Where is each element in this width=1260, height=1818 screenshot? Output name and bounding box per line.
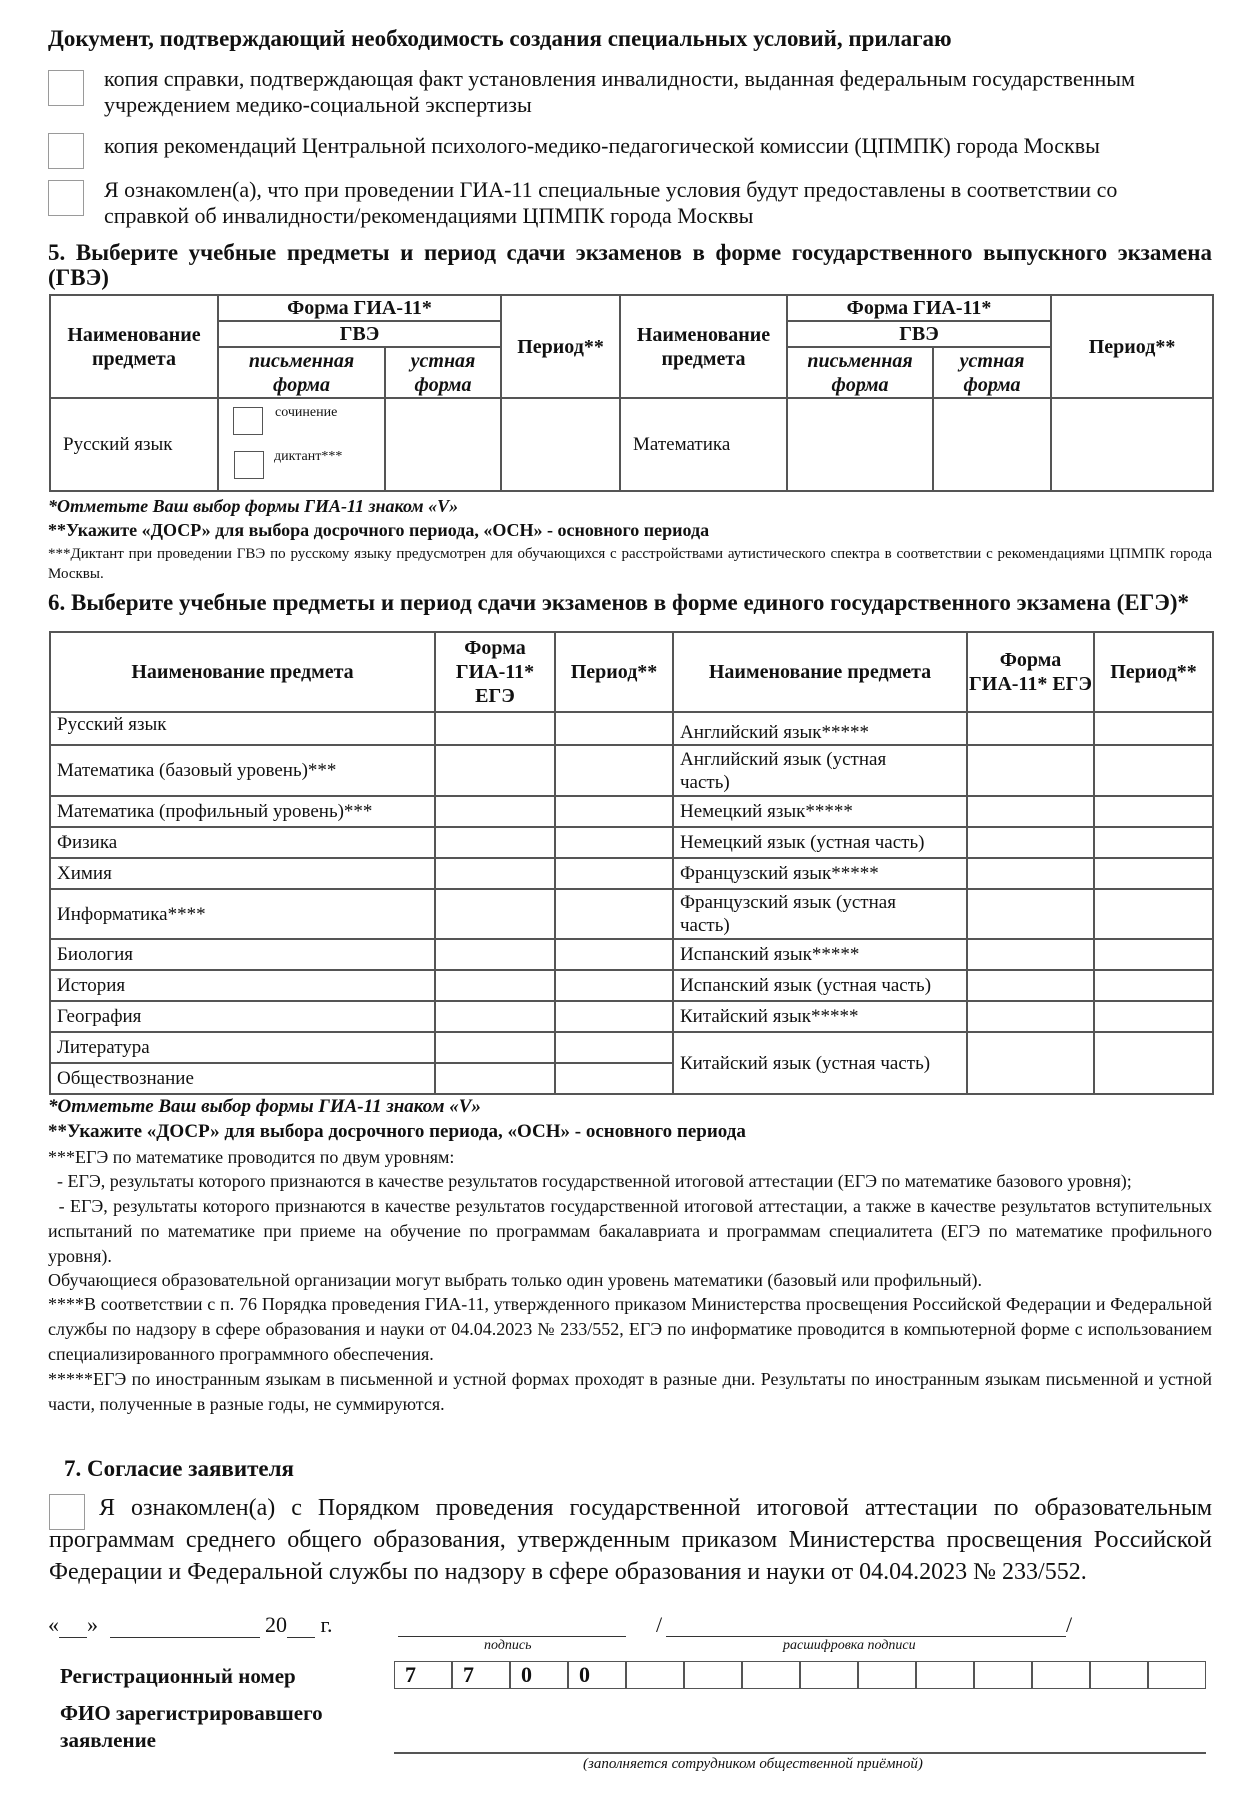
ege-period-cell[interactable]	[555, 745, 673, 796]
fio-registrar-label	[60, 1700, 323, 1754]
registration-digit-cell[interactable]	[684, 1661, 742, 1689]
ege-period-cell[interactable]	[555, 858, 673, 889]
registration-digit-cell[interactable]	[858, 1661, 916, 1689]
registration-digit-cell[interactable]	[1148, 1661, 1206, 1689]
ege-subject-right: Китайский язык (устная часть)	[673, 1032, 967, 1094]
gve-header-period-2: Период**	[1051, 295, 1213, 398]
ege-subject-right: Английский язык*****	[673, 712, 967, 745]
ege-subject-left: Химия	[50, 858, 435, 889]
ege-subject-left: История	[50, 970, 435, 1001]
ege-subject-right: Французский язык*****	[673, 858, 967, 889]
attachment-label-acknowledgement	[104, 177, 1117, 229]
ege-footnote-3	[48, 1146, 1217, 1417]
ege-period-cell[interactable]	[555, 712, 673, 745]
date-day-field[interactable]	[59, 1615, 87, 1638]
registration-digit-cell[interactable]: 0	[568, 1661, 626, 1689]
ege-form-cell[interactable]	[967, 858, 1094, 889]
ege-period-cell[interactable]	[1094, 1001, 1213, 1032]
ege-period-cell[interactable]	[1094, 712, 1213, 745]
signature-decode-field[interactable]	[666, 1614, 1066, 1637]
ege-period-cell[interactable]	[1094, 858, 1213, 889]
ege-form-cell[interactable]	[435, 796, 555, 827]
signature-decode-caption: расшифровка подписи	[783, 1638, 916, 1653]
gve-math-period-cell[interactable]	[1051, 398, 1213, 491]
date-year-field[interactable]	[287, 1615, 315, 1638]
registration-digit-cell[interactable]	[626, 1661, 684, 1689]
attachment-checkbox-acknowledgement[interactable]	[48, 180, 84, 216]
ege-footnote-3-profile: - ЕГЭ, результаты которого признаются в качестве результатов государственной итоговой аттестации, а также в качестве результатов вступительных испытаний по математике при приеме на обучение по программам бакалавриата и программам специалитета (ЕГЭ по математике профильного уровня).	[48, 1196, 1217, 1266]
registration-digit-cell[interactable]	[974, 1661, 1032, 1689]
registration-digit-cell[interactable]	[916, 1661, 974, 1689]
date-year-suffix: г.	[320, 1612, 333, 1637]
ege-form-cell[interactable]	[967, 889, 1094, 939]
attachments-heading: Документ, подтверждающий необходимость создания специальных условий, прилагаю	[48, 26, 952, 51]
gve-header-oral: устная форма	[385, 347, 501, 398]
signature-caption: подпись	[484, 1638, 532, 1653]
gve-russian-written-cell	[218, 398, 385, 491]
ege-subject-left: Математика (базовый уровень)***	[50, 745, 435, 796]
ege-form-cell[interactable]	[435, 970, 555, 1001]
registration-digit-cell[interactable]	[1090, 1661, 1148, 1689]
gve-math-written-cell[interactable]	[787, 398, 933, 491]
registration-digit-cell[interactable]	[742, 1661, 800, 1689]
registration-number-grid	[394, 1661, 1206, 1689]
gve-option-dictation-checkbox[interactable]	[234, 451, 264, 479]
ege-period-cell[interactable]	[555, 827, 673, 858]
ege-subject-right: Испанский язык*****	[673, 939, 967, 970]
ege-period-cell[interactable]	[555, 970, 673, 1001]
attachment-label-line: копия справки, подтверждающая факт установления инвалидности, выданная федеральным государственным	[104, 66, 1135, 91]
ege-subject-left: Физика	[50, 827, 435, 858]
ege-form-cell[interactable]	[435, 1001, 555, 1032]
ege-subject-left: География	[50, 1001, 435, 1032]
attachment-checkbox-cpmpk-recommendations[interactable]	[48, 133, 84, 169]
gve-header-oral-2: устная форма	[933, 347, 1051, 398]
ege-subject-right: Французский язык (устная часть)	[673, 889, 967, 939]
ege-period-cell[interactable]	[1094, 827, 1213, 858]
ege-section-title: 6. Выберите учебные предметы и период сдачи экзаменов в форме единого государственного экзамена (ЕГЭ)*	[48, 590, 1190, 615]
gve-header-period: Период**	[501, 295, 620, 398]
ege-footnote-3-intro: ***ЕГЭ по математике проводится по двум уровням:	[48, 1147, 455, 1167]
gve-section-title-cont: (ГВЭ)	[48, 265, 109, 290]
ege-form-cell[interactable]	[435, 827, 555, 858]
gve-subject-math: Математика	[620, 398, 787, 491]
ege-form-cell[interactable]	[967, 1032, 1094, 1094]
ege-subject-left: Биология	[50, 939, 435, 970]
attachment-checkbox-disability-certificate[interactable]	[48, 70, 84, 106]
ege-period-cell[interactable]	[555, 1063, 673, 1094]
ege-period-cell[interactable]	[1094, 796, 1213, 827]
registration-digit-cell[interactable]: 7	[452, 1661, 510, 1689]
ege-footnote-2: **Укажите «ДОСР» для выбора досрочного периода, «ОСН» - основного периода	[48, 1121, 746, 1142]
gve-russian-period-cell[interactable]	[501, 398, 620, 491]
ege-form-cell[interactable]	[967, 796, 1094, 827]
ege-subject-right: Китайский язык*****	[673, 1001, 967, 1032]
gve-header-gve: ГВЭ	[218, 321, 501, 347]
gve-footnote-2: **Укажите «ДОСР» для выбора досрочного периода, «ОСН» - основного периода	[48, 520, 710, 540]
ege-footnote-3-note: Обучающиеся образовательной организации могут выбрать только один уровень математики (базовый или профильный).	[48, 1270, 982, 1290]
ege-subject-right: Немецкий язык (устная часть)	[673, 827, 967, 858]
gve-option-essay-label: сочинение	[275, 405, 338, 420]
gve-header-gve-2: ГВЭ	[787, 321, 1051, 347]
signature-slash-right: /	[1066, 1612, 1073, 1637]
gve-header-written: письменная форма	[218, 347, 385, 398]
gve-header-subject: Наименование предмета	[50, 295, 218, 398]
gve-footnote-1: *Отметьте Ваш выбор формы ГИА-11 знаком «V»	[48, 496, 459, 516]
ege-subject-left: Русский язык	[50, 712, 435, 745]
date-month-field[interactable]	[110, 1615, 260, 1638]
gve-header-written-2: письменная форма	[787, 347, 933, 398]
gve-header-form: Форма ГИА-11*	[218, 295, 501, 321]
date-quote-close: »	[87, 1612, 98, 1637]
ege-period-cell[interactable]	[555, 796, 673, 827]
ege-header-subject-2: Наименование предмета	[673, 632, 967, 712]
ege-footnote-5: *****ЕГЭ по иностранным языкам в письменной и устной формах проходят в разные дни. Результаты по иностранным языкам письменной и устной части, полученные в разные годы, не суммируются.	[48, 1369, 1212, 1414]
registration-digit-cell[interactable]	[800, 1661, 858, 1689]
gve-section-title: 5. Выберите учебные предметы и период сдачи экзаменов в форме государственного выпускного экзамена	[48, 240, 1212, 265]
ege-period-cell[interactable]	[555, 1001, 673, 1032]
ege-footnote-1: *Отметьте Ваш выбор формы ГИА-11 знаком «V»	[48, 1096, 481, 1117]
consent-text: Я ознакомлен(а) с Порядком проведения государственной итоговой аттестации по образовательным программам среднего общего образования, утвержденным приказом Министерства просвещения Российской Федерации и Федеральной службы по надзору в сфере образования и науки от 04.04.2023 № 233/552.	[49, 1495, 1212, 1585]
attachment-label-line: учреждением медико-социальной экспертизы	[104, 92, 532, 117]
ege-form-cell[interactable]	[967, 712, 1094, 745]
ege-subject-left: Информатика****	[50, 889, 435, 939]
ege-period-cell[interactable]	[555, 1032, 673, 1063]
signature-field[interactable]	[398, 1614, 626, 1637]
ege-form-cell[interactable]	[967, 1001, 1094, 1032]
ege-table	[49, 631, 1214, 1095]
attachment-label-line: справкой об инвалидности/рекомендациями ЦПМПК города Москвы	[104, 203, 754, 228]
ege-form-cell[interactable]	[435, 712, 555, 745]
gve-subject-russian: Русский язык	[50, 398, 218, 491]
gve-option-essay-checkbox[interactable]	[233, 407, 263, 435]
ege-header-form-2: Форма ГИА-11* ЕГЭ	[967, 632, 1094, 712]
signature-slash-left: /	[656, 1612, 663, 1637]
ege-form-cell[interactable]	[967, 970, 1094, 1001]
ege-header-subject: Наименование предмета	[50, 632, 435, 712]
ege-form-cell[interactable]	[435, 1063, 555, 1094]
gve-header-subject-2: Наименование предмета	[620, 295, 787, 398]
registration-number-label: Регистрационный номер	[60, 1664, 296, 1688]
ege-period-cell[interactable]	[1094, 970, 1213, 1001]
attachment-label-line: Я ознакомлен(а), что при проведении ГИА-11 специальные условия будут предоставлены в соответствии со	[104, 177, 1118, 202]
date-year-prefix: 20	[265, 1612, 287, 1637]
gve-math-oral-cell[interactable]	[933, 398, 1051, 491]
ege-period-cell[interactable]	[1094, 889, 1213, 939]
date-signature-row	[48, 1612, 333, 1638]
ege-form-cell[interactable]	[435, 889, 555, 939]
ege-period-cell[interactable]	[1094, 939, 1213, 970]
ege-form-cell[interactable]	[967, 939, 1094, 970]
ege-footnote-4: ****В соответствии с п. 76 Порядка проведения ГИА-11, утвержденного приказом Министерства просвещения Российской Федерации и Федеральной службы по надзору в сфере образования и науки от 04.04.2023 № 233/552, ЕГЭ по информатике проводится в компьютерной форме с использованием специализированного программного обеспечения.	[48, 1294, 1212, 1364]
registration-digit-cell[interactable]: 7	[394, 1661, 452, 1689]
registration-digit-cell[interactable]	[1032, 1661, 1090, 1689]
ege-header-form: Форма ГИА-11* ЕГЭ	[435, 632, 555, 712]
consent-section-title: 7. Согласие заявителя	[64, 1456, 294, 1481]
fio-registrar-label-line: заявление	[60, 1728, 156, 1752]
ege-header-period-2: Период**	[1094, 632, 1213, 712]
ege-form-cell[interactable]	[435, 939, 555, 970]
ege-subject-right: Немецкий язык*****	[673, 796, 967, 827]
registration-digit-cell[interactable]: 0	[510, 1661, 568, 1689]
fio-registrar-caption: (заполняется сотрудником общественной приёмной)	[583, 1756, 923, 1772]
ege-form-cell[interactable]	[435, 1032, 555, 1063]
gve-footnote-3: ***Диктант при проведении ГВЭ по русскому языку предусмотрен для обучающихся с расстройствами аутистического спектра в соответствии с рекомендациями ЦПМПК города Москвы.	[48, 546, 1212, 582]
ege-period-cell[interactable]	[1094, 1032, 1213, 1094]
ege-subject-right: Английский язык (устная часть)	[673, 745, 967, 796]
attachment-label-disability-certificate	[104, 66, 1135, 118]
ege-form-cell[interactable]	[967, 745, 1094, 796]
date-quote-open: «	[48, 1612, 59, 1637]
ege-subject-left: Литература	[50, 1032, 435, 1063]
gve-russian-oral-cell[interactable]	[385, 398, 501, 491]
fio-registrar-label-line: ФИО зарегистрировавшего	[60, 1701, 323, 1725]
attachment-label-cpmpk-recommendations: копия рекомендаций Центральной психолого-медико-педагогической комиссии (ЦПМПК) города Москвы	[104, 133, 1100, 158]
ege-form-cell[interactable]	[435, 745, 555, 796]
ege-subject-left: Математика (профильный уровень)***	[50, 796, 435, 827]
ege-footnote-3-base: - ЕГЭ, результаты которого признаются в качестве результатов государственной итоговой аттестации (ЕГЭ по математике базового уровня);	[48, 1171, 1132, 1191]
ege-subject-right: Испанский язык (устная часть)	[673, 970, 967, 1001]
ege-form-cell[interactable]	[967, 827, 1094, 858]
ege-period-cell[interactable]	[555, 939, 673, 970]
ege-period-cell[interactable]	[1094, 745, 1213, 796]
gve-header-form-2: Форма ГИА-11*	[787, 295, 1051, 321]
ege-period-cell[interactable]	[555, 889, 673, 939]
gve-table	[49, 294, 1214, 492]
ege-subject-left: Обществознание	[50, 1063, 435, 1094]
ege-form-cell[interactable]	[435, 858, 555, 889]
fio-registrar-field[interactable]	[394, 1750, 1206, 1754]
gve-option-dictation-label: диктант***	[274, 449, 343, 464]
ege-header-period: Период**	[555, 632, 673, 712]
